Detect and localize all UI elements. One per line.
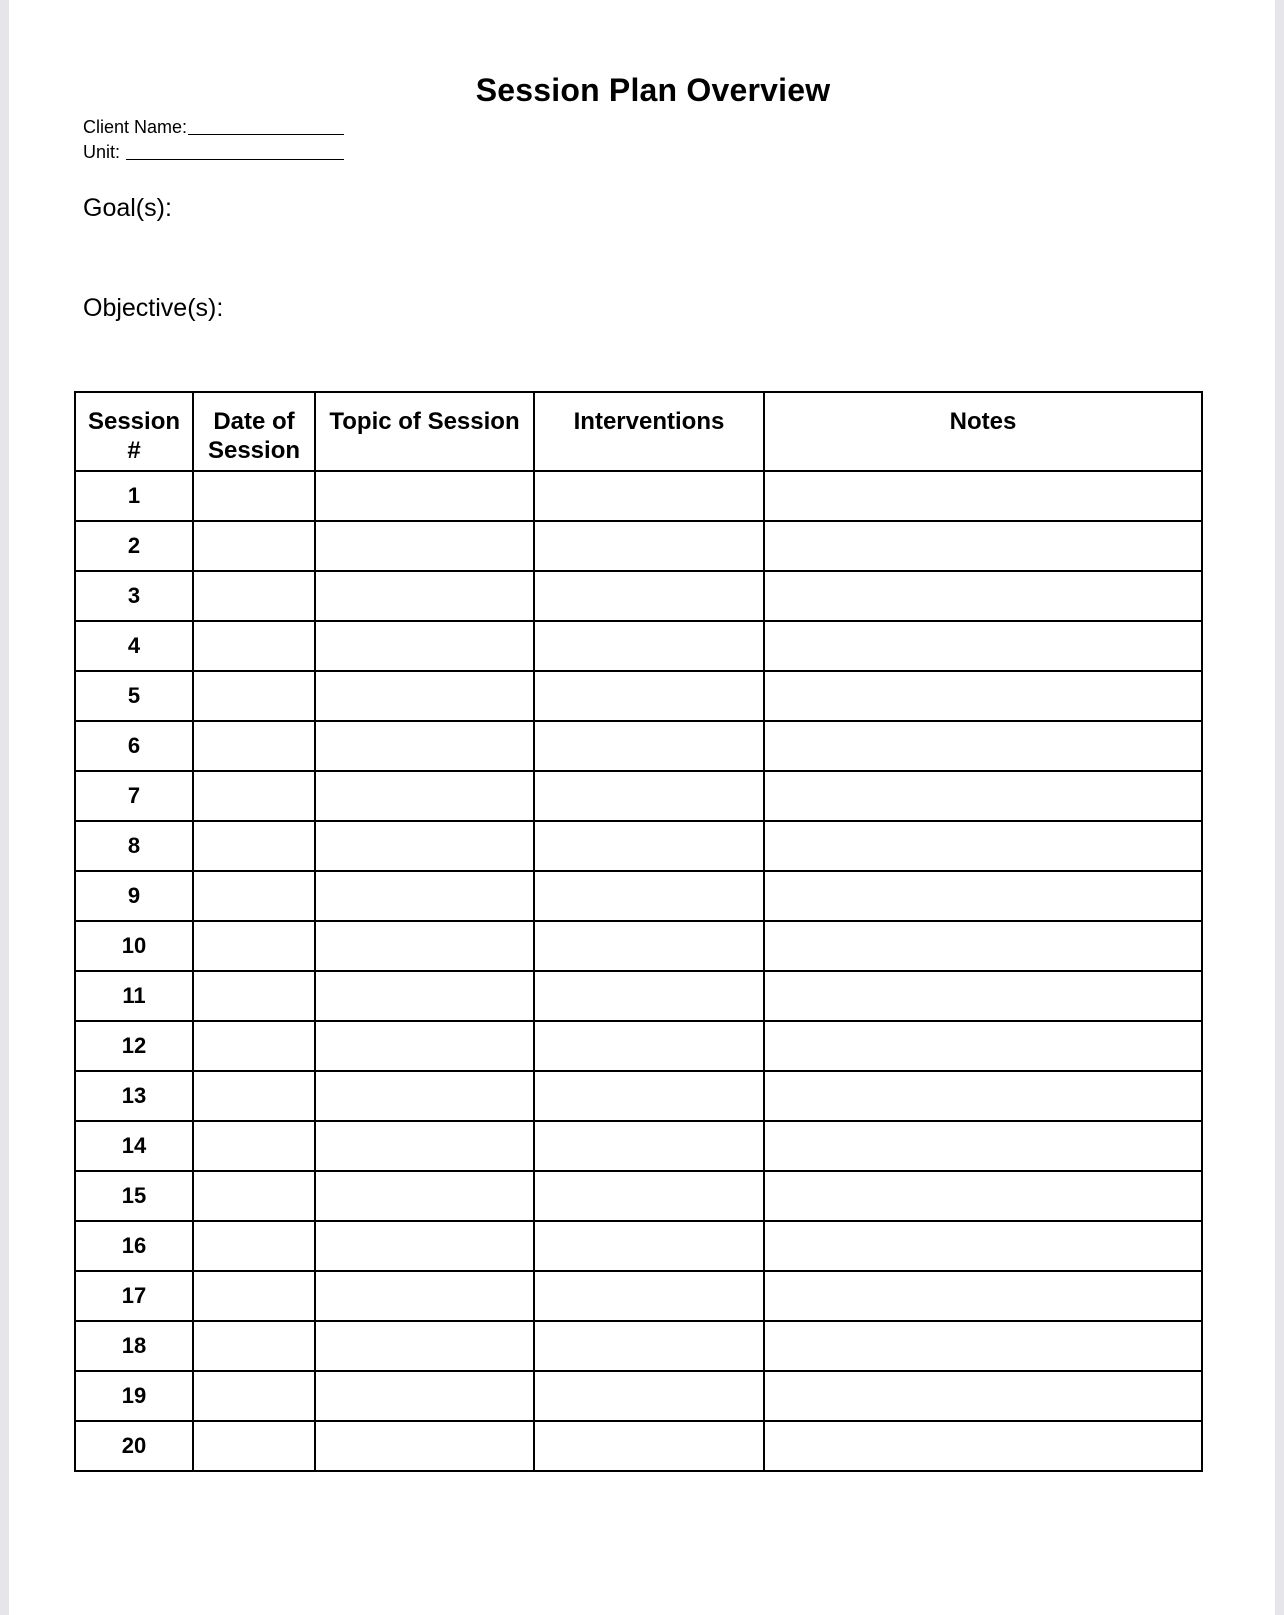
interventions-cell[interactable] [534, 1321, 764, 1371]
unit-blank-line[interactable] [126, 158, 344, 160]
notes-cell[interactable] [764, 1071, 1202, 1121]
table-row [75, 1421, 1202, 1471]
date-cell[interactable] [193, 1121, 315, 1171]
table-row [75, 1171, 1202, 1221]
topic-cell[interactable] [315, 721, 534, 771]
session-table [74, 391, 1203, 1472]
topic-cell[interactable] [315, 521, 534, 571]
unit-label: Unit: [83, 142, 121, 162]
date-cell[interactable] [193, 621, 315, 671]
date-cell[interactable] [193, 1421, 315, 1471]
notes-cell[interactable] [764, 1221, 1202, 1271]
date-cell[interactable] [193, 571, 315, 621]
interventions-cell[interactable] [534, 471, 764, 521]
interventions-cell[interactable] [534, 1121, 764, 1171]
client-name-field [83, 117, 344, 138]
session-number-cell: 16 [75, 1221, 193, 1271]
notes-cell[interactable] [764, 521, 1202, 571]
table-row [75, 521, 1202, 571]
topic-cell[interactable] [315, 1271, 534, 1321]
interventions-cell[interactable] [534, 1171, 764, 1221]
topic-cell[interactable] [315, 921, 534, 971]
session-number-cell: 7 [75, 771, 193, 821]
topic-cell[interactable] [315, 771, 534, 821]
date-cell[interactable] [193, 721, 315, 771]
date-cell[interactable] [193, 971, 315, 1021]
interventions-cell[interactable] [534, 871, 764, 921]
notes-cell[interactable] [764, 1421, 1202, 1471]
date-cell[interactable] [193, 471, 315, 521]
topic-cell[interactable] [315, 671, 534, 721]
interventions-cell[interactable] [534, 1021, 764, 1071]
interventions-cell[interactable] [534, 571, 764, 621]
notes-cell[interactable] [764, 1171, 1202, 1221]
session-number-cell: 11 [75, 971, 193, 1021]
topic-cell[interactable] [315, 971, 534, 1021]
session-number-cell: 5 [75, 671, 193, 721]
notes-cell[interactable] [764, 571, 1202, 621]
topic-cell[interactable] [315, 1421, 534, 1471]
date-cell[interactable] [193, 771, 315, 821]
interventions-cell[interactable] [534, 721, 764, 771]
header-interventions: Interventions [534, 392, 764, 471]
session-number-cell: 9 [75, 871, 193, 921]
table-row [75, 921, 1202, 971]
session-number-cell: 19 [75, 1371, 193, 1421]
session-number-cell: 17 [75, 1271, 193, 1321]
date-cell[interactable] [193, 921, 315, 971]
interventions-cell[interactable] [534, 921, 764, 971]
date-cell[interactable] [193, 1171, 315, 1221]
notes-cell[interactable] [764, 971, 1202, 1021]
topic-cell[interactable] [315, 1071, 534, 1121]
topic-cell[interactable] [315, 821, 534, 871]
table-row [75, 1121, 1202, 1171]
session-number-cell: 8 [75, 821, 193, 871]
date-cell[interactable] [193, 1221, 315, 1271]
table-row [75, 721, 1202, 771]
session-number-cell: 6 [75, 721, 193, 771]
topic-cell[interactable] [315, 621, 534, 671]
session-number-cell: 3 [75, 571, 193, 621]
interventions-cell[interactable] [534, 1221, 764, 1271]
table-row [75, 1071, 1202, 1121]
notes-cell[interactable] [764, 771, 1202, 821]
session-number-cell: 13 [75, 1071, 193, 1121]
topic-cell[interactable] [315, 1021, 534, 1071]
table-row [75, 1221, 1202, 1271]
notes-cell[interactable] [764, 471, 1202, 521]
objectives-label: Objective(s): [83, 294, 224, 322]
header-session-number: Session # [75, 392, 193, 471]
session-number-cell: 12 [75, 1021, 193, 1071]
topic-cell[interactable] [315, 1171, 534, 1221]
date-cell[interactable] [193, 1371, 315, 1421]
table-row [75, 871, 1202, 921]
date-cell[interactable] [193, 1071, 315, 1121]
interventions-cell[interactable] [534, 671, 764, 721]
interventions-cell[interactable] [534, 971, 764, 1021]
date-cell[interactable] [193, 1321, 315, 1371]
page-title: Session Plan Overview [475, 72, 831, 108]
header-topic-of-session: Topic of Session [315, 392, 534, 471]
notes-cell[interactable] [764, 821, 1202, 871]
session-number-cell: 14 [75, 1121, 193, 1171]
date-cell[interactable] [193, 821, 315, 871]
table-row [75, 571, 1202, 621]
interventions-cell[interactable] [534, 1271, 764, 1321]
notes-cell[interactable] [764, 1121, 1202, 1171]
notes-cell[interactable] [764, 721, 1202, 771]
topic-cell[interactable] [315, 1371, 534, 1421]
notes-cell[interactable] [764, 1271, 1202, 1321]
table-row [75, 471, 1202, 521]
session-number-cell: 15 [75, 1171, 193, 1221]
notes-cell[interactable] [764, 871, 1202, 921]
table-row [75, 1021, 1202, 1071]
header-date-of-session: Date of Session [193, 392, 315, 471]
interventions-cell[interactable] [534, 1371, 764, 1421]
interventions-cell[interactable] [534, 1071, 764, 1121]
interventions-cell[interactable] [534, 521, 764, 571]
date-cell[interactable] [193, 1271, 315, 1321]
unit-field [83, 142, 344, 163]
table-row [75, 1371, 1202, 1421]
notes-cell[interactable] [764, 1021, 1202, 1071]
date-cell[interactable] [193, 1021, 315, 1071]
client-name-blank-line[interactable] [188, 133, 344, 135]
notes-cell[interactable] [764, 671, 1202, 721]
table-row [75, 971, 1202, 1021]
session-number-cell: 20 [75, 1421, 193, 1471]
session-number-cell: 2 [75, 521, 193, 571]
notes-cell[interactable] [764, 1371, 1202, 1421]
topic-cell[interactable] [315, 1121, 534, 1171]
topic-cell[interactable] [315, 471, 534, 521]
interventions-cell[interactable] [534, 621, 764, 671]
goals-label: Goal(s): [83, 194, 172, 222]
table-row [75, 771, 1202, 821]
session-number-cell: 10 [75, 921, 193, 971]
topic-cell[interactable] [315, 1321, 534, 1371]
date-cell[interactable] [193, 871, 315, 921]
interventions-cell[interactable] [534, 771, 764, 821]
date-cell[interactable] [193, 671, 315, 721]
date-cell[interactable] [193, 521, 315, 571]
table-row [75, 1321, 1202, 1371]
client-name-label: Client Name: [83, 117, 188, 137]
table-row [75, 621, 1202, 671]
notes-cell[interactable] [764, 921, 1202, 971]
topic-cell[interactable] [315, 571, 534, 621]
table-row [75, 1271, 1202, 1321]
interventions-cell[interactable] [534, 1421, 764, 1471]
session-number-cell: 1 [75, 471, 193, 521]
session-number-cell: 4 [75, 621, 193, 671]
table-row [75, 821, 1202, 871]
session-number-cell: 18 [75, 1321, 193, 1371]
topic-cell[interactable] [315, 871, 534, 921]
table-row [75, 671, 1202, 721]
topic-cell[interactable] [315, 1221, 534, 1271]
interventions-cell[interactable] [534, 821, 764, 871]
table-header-row [75, 392, 1202, 471]
notes-cell[interactable] [764, 1321, 1202, 1371]
notes-cell[interactable] [764, 621, 1202, 671]
header-notes: Notes [764, 392, 1202, 471]
